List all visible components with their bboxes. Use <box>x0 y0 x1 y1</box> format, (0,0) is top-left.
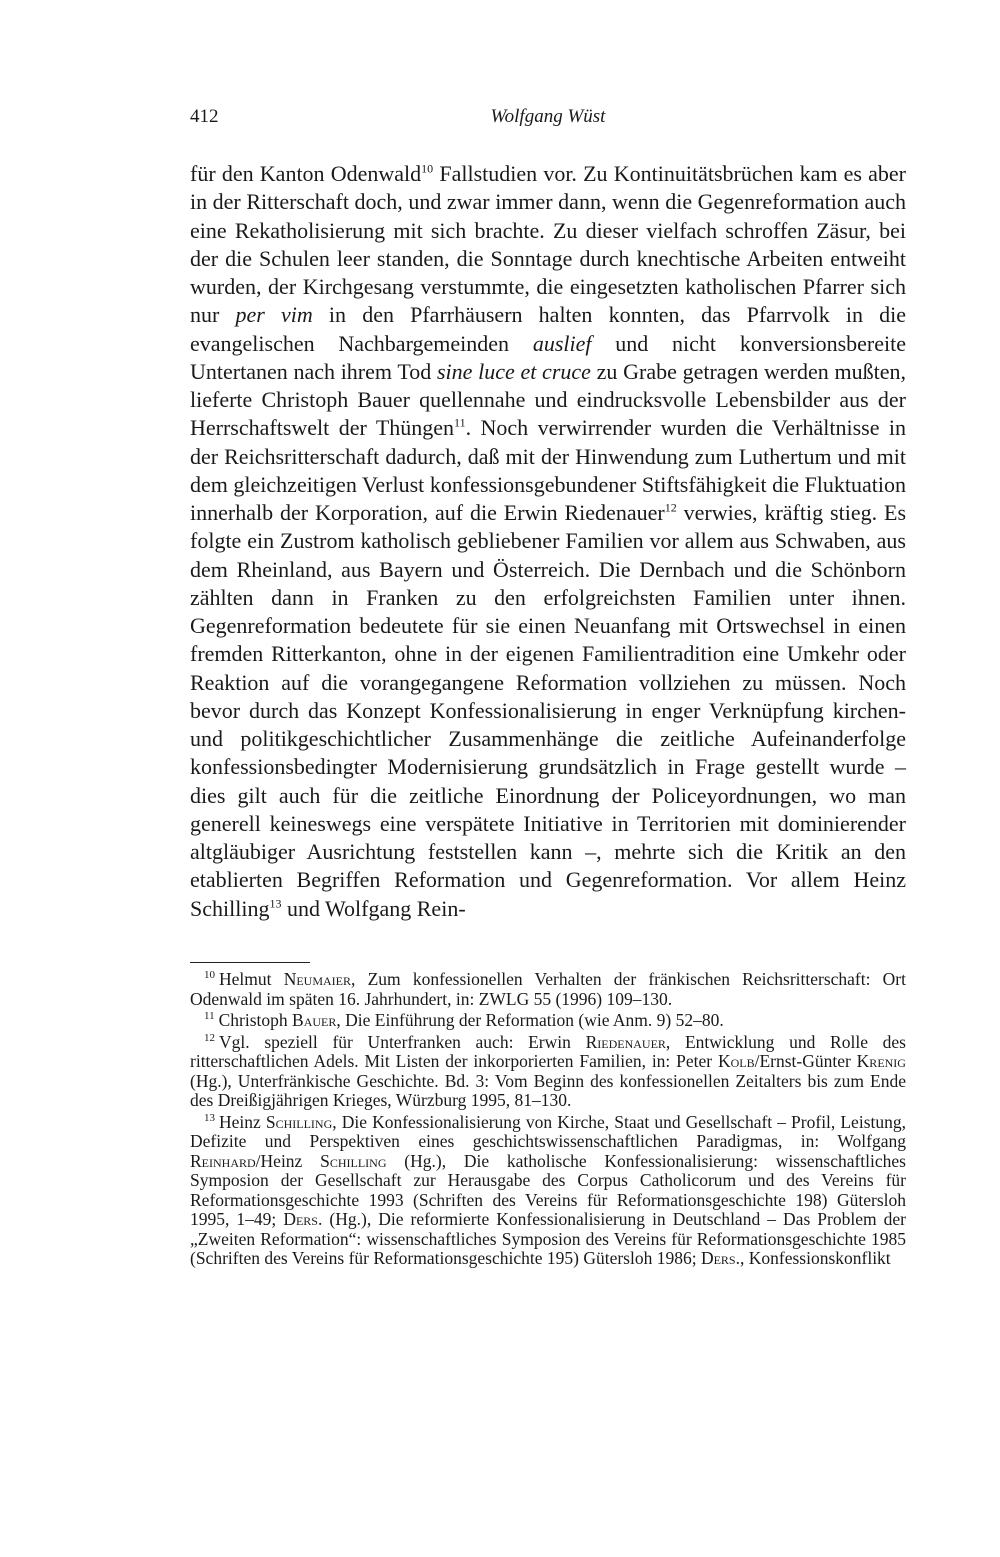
footnote-12 <box>190 1033 906 1111</box>
footnote-number: 10 <box>204 969 215 982</box>
footnotes <box>190 970 906 1271</box>
author-name: Krenig <box>856 1051 906 1071</box>
body-text-run: und Wolfgang Rein- <box>281 895 466 921</box>
footnote-number: 12 <box>204 1031 215 1044</box>
author-name: Ders. <box>700 1248 740 1268</box>
author-name: Riedenauer <box>585 1031 666 1052</box>
footnote-number: 13 <box>204 1111 215 1124</box>
author-name: Ders. <box>283 1209 323 1229</box>
body-text-run: Fallstudien vor. Zu Kontinuitätsbrüchen kam es aber in der Ritterschaft doch, und zwar immer dann, wenn die Gegenreformation auch eine Rekatholisierung mit sich brachte. Zu dieser vielfach schroffen Zäsur, bei der die Schulen leer standen, die Sonntage durch knechtische Arbeiten entweiht wurden, der Kirchgesang verstummte, die eingesetzten katholischen Pfarrer sich nur <box>190 161 906 328</box>
footnote-11 <box>190 1011 906 1031</box>
footnote-text: Heinz <box>219 1111 266 1132</box>
footnote-10 <box>190 970 906 1009</box>
body-text-run: und nicht konversionsbereite Untertanen nach ihrem Tod <box>190 330 906 384</box>
footnote-reference[interactable]: 12 <box>664 500 677 515</box>
page-number: 412 <box>190 106 219 127</box>
author-name: Bauer <box>292 1010 337 1030</box>
author-name: Neumaier <box>283 969 352 989</box>
footnote-text: , Die Einführung der Reformation (wie Anm. 9) 52–80. <box>336 1010 724 1030</box>
footnote-text: Helmut <box>219 969 284 989</box>
footnote-reference[interactable]: 10 <box>421 161 434 176</box>
footnote-text: , Konfessionskonflikt <box>739 1248 891 1268</box>
footnote-text: , Die Konfessionalisierung von Kirche, Staat und Gesellschaft – Profil, Leistung, Defizite und Perspektiven eines geschichtswissenschaftlichen Paradigmas, in: Wolfgang <box>190 1111 906 1151</box>
author-name: Schilling <box>320 1150 387 1171</box>
body-text-run: verwies, kräftig stieg. Es folgte ein Zustrom katholisch gebliebener Familien vor allem aus Schwaben, aus dem Rheinland, aus Bayern und Österreich. Die Dernbach und die Schönborn zählten dann in Franken zu den erfolgreichsten Familien unter ihnen. Gegenreformation bedeutete für sie einen Neuanfang mit Ortswechsel in einen fremden Ritterkanton, ohne in der eigenen Familientradition eine Umkehr oder Reaktion auf die vorangegangene Reformation vollziehen zu müssen. Noch bevor durch das Konzept Konfessionalisierung in enger Verknüpfung kirchen- und politikgeschichtlicher Zusammenhänge die zeitliche Aufeinanderfolge konfessionsbedingter Modernisierung grundsätzlich in Frage gestellt wurde – dies gilt auch für die zeitliche Einordnung der Policeyordnungen, wo man generell keineswegs eine verspätete Initiative in Territorien mit dominierender altgläubiger Ausrichtung feststellen kann –, mehrte sich die Kritik an den etablierten Begriffen Reformation und Gegenreformation. Vor allem Heinz Schilling <box>190 500 907 921</box>
footnote-reference[interactable]: 13 <box>269 896 282 911</box>
running-title: Wolfgang Wüst <box>490 106 606 127</box>
footnote-reference[interactable]: 11 <box>454 415 466 430</box>
author-name: Kolb <box>717 1051 755 1071</box>
latin-phrase: sine luce et cruce <box>436 358 591 384</box>
footnote-text: Vgl. speziell für Unterfranken auch: Erwin <box>219 1031 586 1052</box>
footnote-divider <box>190 962 310 963</box>
footnote-text: (Hg.), Die katholische Konfessionalisierung: wissenschaftliches Symposion der Gesellschaft zur Herausgabe des Corpus Catholicorum und des Vereins für Reformationsgeschichte 1993 (Schriften des Vereins für Reformationsgeschichte 198) Gütersloh 1995, 1–49; <box>190 1150 906 1229</box>
footnote-text: /Ernst-Günter <box>754 1051 857 1071</box>
body-text-run: in den Pfarrhäusern halten konnten, das Pfarrvolk in die evangelischen Nachbargemeinden <box>190 302 907 356</box>
footnote-text: (Hg.), Die reformierte Konfessionalisierung in Deutschland – Das Problem der „Zweiten Reformation“: wissenschaftliches Symposion des Vereins für Reformationsgeschichte 1985 (Schriften des Vereins für Reformationsgeschichte 195) Gütersloh 1986; <box>190 1209 906 1268</box>
footnote-text: , Zum konfessionellen Verhalten der fränkischen Reichsritterschaft: Ort Odenwald im späten 16. Jahrhundert, in: ZWLG 55 (1996) 109–130. <box>190 969 906 1009</box>
footnote-number: 11 <box>204 1010 215 1023</box>
body-text-run: . Noch verwirrender wurden die Verhältnisse in der Reichsritterschaft dadurch, daß mit der Hinwendung zum Luthertum und mit dem gleichzeitigen Verlust konfessionsgebundener Stiftsfähigkeit die Fluktuation innerhalb der Korporation, auf die Erwin Riedenauer <box>190 415 906 525</box>
footnote-text: Christoph <box>218 1010 293 1030</box>
footnote-13 <box>190 1113 906 1269</box>
body-text-run: für den Kanton Odenwald <box>190 161 422 186</box>
running-head <box>190 106 906 134</box>
author-name: Reinhard <box>190 1150 256 1171</box>
latin-phrase: per vim <box>235 302 313 328</box>
footnote-text: (Hg.), Unterfränkische Geschichte. Bd. 3: Vom Beginn des konfessionellen Zeitalters bis zum Ende des Dreißigjährigen Krieges, Würzburg 1995, 81–130. <box>190 1070 906 1110</box>
author-name: Schilling <box>265 1111 333 1132</box>
footnote-text: /Heinz <box>255 1150 321 1171</box>
body-text-run: zu Grabe getragen werden mußten, lieferte Christoph Bauer quellennahe und eindrucksvolle Lebensbilder aus der Herrschaftswelt der Thüngen <box>190 358 906 441</box>
emphasized-word: auslief <box>532 330 592 356</box>
footnote-text: , Entwicklung und Rolle des ritterschaftlichen Adels. Mit Listen der inkorporierten Familien, in: Peter <box>190 1031 906 1071</box>
body-paragraph <box>190 160 906 923</box>
